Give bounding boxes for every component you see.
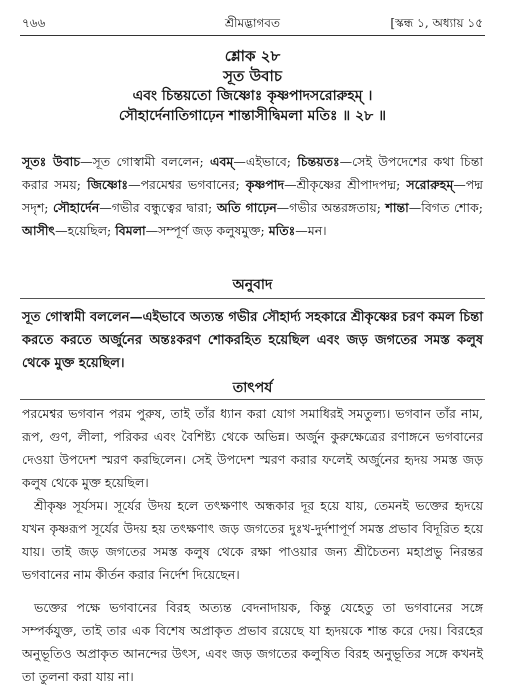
verse-line-2: সৌহার্দেনাতিগাঢ়েন শান্তাসীদ্বিমলা মতিঃ ॥ ২৮ ॥ <box>118 108 387 124</box>
synonym-entry: কৃষ্ণপাদ—শ্রীকৃষ্ণের শ্রীপাদপদ্ম; <box>245 177 407 192</box>
purport-paragraph: শ্রীকৃষ্ণ সূর্যসম। সূর্যের উদয় হলে তৎক্ষণাৎ অন্ধকার দূর হয়ে যায়, তেমনই ভক্তের হৃদয়ে যখন কৃষ্ণরূপ সূর্যের উদয় হয় তৎক্ষণাৎ জড় জগতের দুঃখ-দুর্দশাপূর্ণ সমস্ত প্রভাব বিদূরিত হয়ে যায়। তাই জড় জগতের সমস্ত কলুষ থেকে রক্ষা পাওয়ার জন্য শ্রীচৈতন্য মহাপ্রভু নিরন্তর ভগবানের নাম কীর্তন করার নির্দেশ দিয়েছেন। <box>22 498 483 582</box>
book-title: শ্রীমদ্ভাগবত <box>224 16 280 30</box>
purport-divider <box>20 399 485 400</box>
synonym-entry: মতিঃ—মন। <box>268 223 327 238</box>
purport-heading: তাৎপর্য <box>232 380 273 396</box>
verse-number: শ্লোক ২৮ <box>224 47 281 65</box>
synonym-meaning: হয়েছিল; <box>67 223 116 238</box>
synonym-entry: জিষ্ণোঃ—পরমেশ্বর ভগবানের; <box>87 177 246 192</box>
translation-divider <box>20 298 485 299</box>
translation-heading: অনুবাদ <box>232 277 273 293</box>
translation-text: সূত গোস্বামী বললেন—এইভাবে অত্যন্ত গভীর সৌহার্দ্য সহকারে শ্রীকৃষ্ণের চরণ কমল চিন্তা করতে করতে অর্জুনের অন্তঃকরণ শোকরহিত হয়েছিল এবং জড় জগতের সমস্ত কলুষ থেকে মুক্ত হয়েছিল। <box>22 310 483 371</box>
synonym-entry: সৌহার্দেন—গভীর বন্ধুত্বের দ্বারা; <box>53 200 217 215</box>
header-divider <box>20 35 485 36</box>
synonym-meaning: শ্রীকৃষ্ণের শ্রীপাদপদ্ম; <box>296 177 407 192</box>
verse-speaker: সূত উবাচ <box>223 67 282 85</box>
verse-line-1: এবং চিন্তয়তো জিষ্ণোঃ কৃষ্ণপাদসরোরুহম্ । <box>132 88 373 104</box>
purport-paragraph: ভক্তের পক্ষে ভগবানের বিরহ অত্যন্ত বেদনাদায়ক, কিন্তু যেহেতু তা ভগবানের সঙ্গে সম্পর্কযুক্ত, তাই তার এক বিশেষ অপ্রাকৃত প্রভাব রয়েছে যা হৃদয়কে শান্ত করে দেয়। বিরহের অনুভূতিও অপ্রাকৃত আনন্দের উৎস, এবং জড় জগতের কলুষিত বিরহ অনুভূতির সঙ্গে কখনই তা তুলনা করা যায় না। <box>22 600 483 684</box>
synonym-word: চিন্তয়তঃ <box>297 154 340 169</box>
synonym-word: আসীৎ <box>22 223 56 238</box>
synonym-word: সরোরুহম্ <box>406 177 454 192</box>
synonym-meaning: বিগত শোক; <box>421 200 484 215</box>
synonym-word: বিমলা <box>115 223 146 238</box>
synonym-meaning: গভীর বন্ধুত্বের দ্বারা; <box>111 200 217 215</box>
synonym-meaning: সম্পূর্ণ জড় কলুষমুক্ত; <box>158 223 269 238</box>
synonym-meaning: পরমেশ্বর ভগবানের; <box>140 177 246 192</box>
chapter-location: [স্কন্ধ ১, অধ্যায় ১৫ <box>390 16 483 30</box>
page-number: ৭৬৬ <box>22 16 46 30</box>
synonym-word: অতি গাঢ়েন <box>216 200 277 215</box>
synonym-meaning: পদ্ম সদৃশ; <box>22 177 483 215</box>
synonym-word: কৃষ্ণপাদ <box>245 177 285 192</box>
synonym-entry: চিন্তয়তঃ—সেই উপদেশের কথা চিন্তা করার সময়; <box>22 154 483 192</box>
synonym-meaning: এইভাবে; <box>245 154 298 169</box>
synonym-meaning: সেই উপদেশের কথা চিন্তা করার সময়; <box>22 154 483 192</box>
synonym-word: জিষ্ণোঃ <box>87 177 129 192</box>
synonym-entry: এবম্—এইভাবে; <box>209 154 298 169</box>
synonym-word: সৌহার্দেন <box>53 200 100 215</box>
synonym-meaning: গভীর অন্তরঙ্গতায়; <box>289 200 386 215</box>
synonym-word: মতিঃ <box>268 223 296 238</box>
synonym-entry: অতি গাঢ়েন—গভীর অন্তরঙ্গতায়; <box>216 200 386 215</box>
synonym-word: সূতঃ উবাচ <box>22 154 81 169</box>
synonym-entry: আসীৎ—হয়েছিল; <box>22 223 116 238</box>
verse-block <box>22 46 483 126</box>
synonym-entry: সরোরুহম্—পদ্ম সদৃশ; <box>22 177 483 215</box>
purport-paragraph: পরমেশ্বর ভগবান পরম পুরুষ, তাই তাঁর ধ্যান করা যোগ সমাধিরই সমতুল্য। ভগবান তাঁর নাম, রূপ, গুণ, লীলা, পরিকর এবং বৈশিষ্ট্য থেকে অভিন্ন। অর্জুন কুরুক্ষেত্রের রণাঙ্গনে ভগবানের দেওয়া উপদেশ স্মরণ করছিলেন। সেই উপদেশ স্মরণ করার ফলেই অর্জুনের হৃদয় সমস্ত জড় কলুষ থেকে মুক্ত হয়েছিল। <box>22 406 483 490</box>
synonym-meaning: সূত গোস্বামী বললেন; <box>92 154 210 169</box>
purport-body <box>22 402 483 688</box>
running-header <box>22 14 483 32</box>
synonym-entry: শান্তা—বিগত শোক; <box>385 200 484 215</box>
synonym-word: শান্তা <box>385 200 409 215</box>
synonym-entry: সূতঃ উবাচ—সূত গোস্বামী বললেন; <box>22 154 210 169</box>
synonym-meaning: মন। <box>307 223 327 238</box>
synonym-word: এবম্ <box>209 154 234 169</box>
word-meanings <box>22 150 483 242</box>
synonym-entry: বিমলা—সম্পূর্ণ জড় কলুষমুক্ত; <box>115 223 269 238</box>
